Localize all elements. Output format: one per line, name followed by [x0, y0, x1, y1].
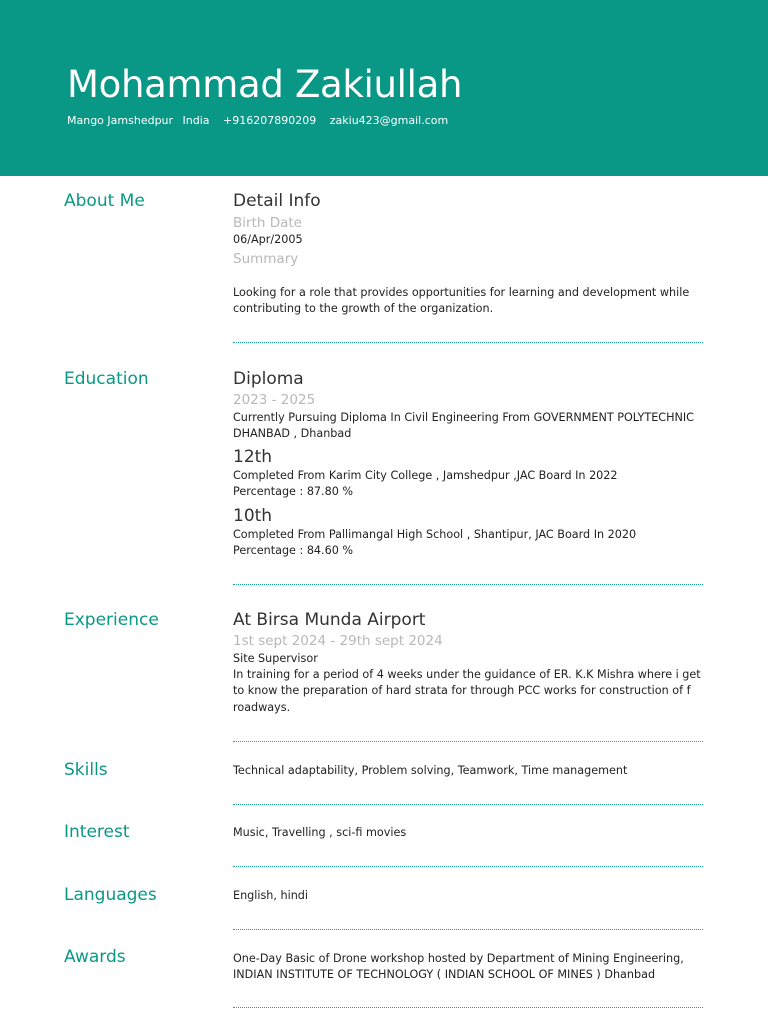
resume-header — [0, 0, 768, 176]
interest-text: Music, Travelling , sci-fi movies — [233, 826, 407, 839]
section-title-languages: Languages — [64, 885, 157, 905]
section-divider — [233, 804, 703, 805]
education-12th-detail: Completed From Karim City College , Jamshedpur ,JAC Board In 2022 — [233, 469, 618, 482]
education-12th-percentage: Percentage : 87.80 % — [233, 485, 354, 498]
birth-date-value: 06/Apr/2005 — [233, 233, 303, 246]
skills-text: Technical adaptability, Problem solving, Teamwork, Time management — [233, 764, 628, 777]
section-divider — [233, 929, 703, 930]
education-12th-title: 12th — [233, 447, 273, 467]
section-title-interest: Interest — [64, 822, 130, 842]
section-divider — [233, 866, 703, 867]
education-diploma-detail: Currently Pursuing Diploma In Civil Engineering From GOVERNMENT POLYTECHNIC DHANBAD , Dhanbad — [233, 411, 694, 441]
contact-phone: +916207890209 — [223, 114, 317, 127]
education-10th-title: 10th — [233, 506, 273, 526]
section-title-about: About Me — [64, 191, 145, 211]
about-heading: Detail Info — [233, 191, 321, 211]
section-divider — [233, 1007, 703, 1008]
section-divider — [233, 584, 703, 585]
candidate-name: Mohammad Zakiullah — [67, 63, 463, 106]
section-title-experience: Experience — [64, 610, 159, 630]
contact-email[interactable]: zakiu423@gmail.com — [329, 114, 449, 127]
education-10th-detail: Completed From Pallimangal High School , Shantipur, JAC Board In 2020 — [233, 528, 637, 541]
awards-text: One-Day Basic of Drone workshop hosted by Department of Mining Engineering, INDIAN INSTITUTE OF TECHNOLOGY ( INDIAN SCHOOL OF MINES ) Dhanbad — [233, 952, 684, 982]
section-divider — [233, 342, 703, 343]
section-title-awards: Awards — [64, 947, 126, 967]
experience-dates: 1st sept 2024 - 29th sept 2024 — [233, 633, 443, 649]
section-title-skills: Skills — [64, 760, 108, 780]
section-divider — [233, 741, 703, 742]
education-10th-percentage: Percentage : 84.60 % — [233, 544, 354, 557]
contact-country: India — [182, 114, 210, 127]
contact-line — [67, 114, 458, 127]
section-title-education: Education — [64, 369, 149, 389]
languages-text: English, hindi — [233, 889, 309, 902]
experience-description: In training for a period of 4 weeks under the guidance of ER. K.K Mishra where i get to know the preparation of hard strata for through PCC works for construction of f roadways. — [233, 668, 701, 714]
summary-text: Looking for a role that provides opportunities for learning and development while contributing to the growth of the organization. — [233, 286, 690, 316]
birth-date-label: Birth Date — [233, 215, 302, 231]
education-diploma-title: Diploma — [233, 369, 304, 389]
experience-title: At Birsa Munda Airport — [233, 610, 426, 630]
experience-role: Site Supervisor — [233, 652, 318, 665]
education-diploma-dates: 2023 - 2025 — [233, 392, 316, 408]
summary-label: Summary — [233, 251, 299, 267]
contact-location: Mango Jamshedpur — [67, 114, 174, 127]
